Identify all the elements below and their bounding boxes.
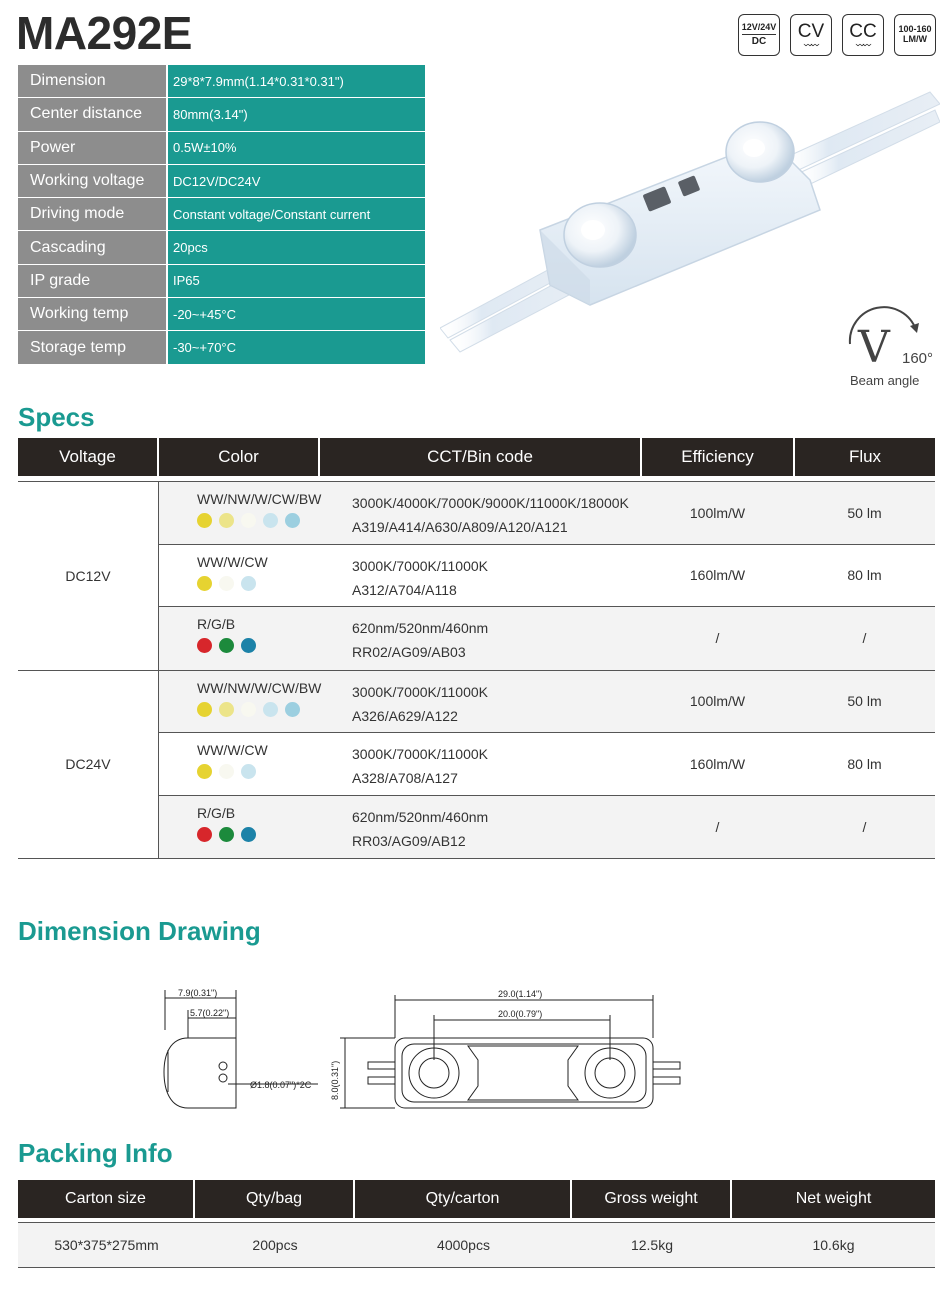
color-dots	[197, 702, 319, 717]
packing-header-qty-bag: Qty/bag	[195, 1180, 355, 1218]
specs-table	[18, 438, 935, 859]
specs-header-flux: Flux	[848, 447, 882, 466]
efficiency-value: /	[715, 818, 720, 835]
beam-angle-value: 160°	[902, 350, 934, 367]
carton-size-value: 530*375*275mm	[54, 1237, 159, 1253]
length-label: 29.0(1.14")	[498, 989, 543, 999]
specs-header-color: Color	[159, 438, 320, 476]
cct-value: 620nm/520nm/460nm	[352, 620, 489, 636]
property-value: 80mm(3.14")	[168, 98, 425, 130]
dimension-drawing-title: Dimension Drawing	[18, 916, 261, 946]
cv-badge-icon: CV 〰〰	[790, 14, 832, 56]
color-dots	[197, 576, 319, 591]
efficiency-value: 160lm/W	[689, 755, 746, 772]
table-row	[159, 733, 935, 796]
cv-badge-label: CV	[797, 20, 825, 42]
table-row	[159, 482, 935, 545]
hole-label: Ø1.8(0.07")*2C	[250, 1080, 312, 1090]
efficiency-value: /	[715, 630, 720, 647]
property-value: 29*8*7.9mm(1.14*0.31*0.31")	[168, 65, 425, 97]
cct-value: 3000K/4000K/7000K/9000K/11000K/18000K	[352, 495, 629, 511]
dimension-drawing	[150, 980, 710, 1120]
color-dot	[197, 764, 212, 779]
bin-code: RR03/AG09/AB12	[352, 832, 466, 849]
product-title: MA292E	[16, 7, 192, 59]
color-dots	[197, 638, 319, 653]
efficiency-badge-bottom: LM/W	[903, 34, 927, 44]
property-key: Driving mode	[18, 198, 168, 230]
property-value: Constant voltage/Constant current	[168, 198, 425, 230]
qty-bag-value: 200pcs	[252, 1237, 298, 1253]
color-label: WW/W/CW	[197, 742, 268, 758]
color-dot	[241, 827, 256, 842]
width-label: 8.0(0.31")	[330, 1060, 340, 1100]
color-dots	[197, 764, 319, 779]
property-value: DC12V/DC24V	[168, 165, 425, 197]
bin-code: A312/A704/A118	[352, 581, 457, 598]
specs-header	[18, 438, 935, 476]
color-dot	[241, 702, 256, 717]
voltage-group	[18, 481, 935, 671]
color-dot	[197, 576, 212, 591]
property-key: Power	[18, 132, 168, 164]
property-key: Cascading	[18, 231, 168, 263]
color-dot	[197, 513, 212, 528]
bin-code: RR02/AG09/AB03	[352, 644, 466, 660]
beam-angle	[840, 300, 940, 390]
color-dot	[219, 576, 234, 591]
property-value: -20~+45°C	[168, 298, 425, 330]
voltage-badge-top: 12V/24V	[742, 23, 777, 35]
qty-carton-value: 4000pcs	[437, 1237, 490, 1253]
property-row	[18, 165, 425, 198]
flux-value: 50 lm	[847, 504, 882, 521]
property-row	[18, 198, 425, 231]
packing-header-qty-carton: Qty/carton	[355, 1180, 572, 1218]
color-label: R/G/B	[197, 616, 236, 632]
bin-code: A328/A708/A127	[352, 770, 458, 786]
efficiency-value: 100lm/W	[689, 504, 746, 521]
property-key: Working temp	[18, 298, 168, 330]
color-dot	[197, 702, 212, 717]
specs-title: Specs	[18, 402, 95, 432]
flux-value: 80 lm	[847, 567, 882, 584]
lens-distance-label: 20.0(0.79")	[498, 1009, 543, 1019]
packing-row	[18, 1222, 935, 1268]
table-row	[159, 545, 935, 608]
color-dot	[263, 513, 278, 528]
side-view	[164, 990, 318, 1108]
cct-value: 620nm/520nm/460nm	[352, 808, 489, 825]
specs-header-efficiency: Efficiency	[642, 438, 795, 476]
efficiency-value: 100lm/W	[689, 693, 746, 710]
property-row	[18, 231, 425, 264]
side-height-inner-label: 5.7(0.22")	[190, 1008, 230, 1018]
property-row	[18, 298, 425, 331]
table-row	[159, 796, 935, 859]
color-dots	[197, 513, 319, 528]
voltage-badge-bottom: DC	[751, 35, 767, 47]
cct-value: 3000K/7000K/11000K	[352, 746, 488, 762]
color-dot	[197, 827, 212, 842]
packing-header	[18, 1180, 935, 1218]
specs-header-cct: CCT/Bin code	[320, 438, 642, 476]
flux-value: 50 lm	[847, 693, 882, 710]
property-row	[18, 65, 425, 98]
color-dot	[241, 638, 256, 653]
property-key: Dimension	[18, 65, 168, 97]
property-key: IP grade	[18, 265, 168, 297]
packing-table	[18, 1180, 935, 1268]
efficiency-badge-top: 100-160	[898, 24, 932, 35]
property-value: IP65	[168, 265, 425, 297]
property-value: -30~+70°C	[168, 331, 425, 363]
color-dot	[219, 764, 234, 779]
flux-value: /	[862, 630, 867, 647]
property-value: 0.5W±10%	[168, 132, 425, 164]
color-dot	[219, 513, 234, 528]
color-label: R/G/B	[197, 804, 236, 821]
property-key: Center distance	[18, 98, 168, 130]
efficiency-badge-icon	[894, 14, 936, 56]
color-dot	[263, 702, 278, 717]
packing-header-net-weight: Net weight	[795, 1190, 872, 1207]
efficiency-value: 160lm/W	[689, 567, 746, 584]
color-label: WW/W/CW	[197, 553, 268, 570]
net-weight-value: 10.6kg	[812, 1237, 855, 1253]
color-dot	[241, 764, 256, 779]
bin-code: A326/A629/A122	[352, 707, 458, 724]
color-dot	[285, 702, 300, 717]
property-table	[18, 65, 425, 365]
property-row	[18, 98, 425, 131]
voltage-cell: DC24V	[18, 671, 159, 859]
table-row	[159, 607, 935, 670]
packing-header-carton-size: Carton size	[18, 1180, 195, 1218]
property-row	[18, 331, 425, 364]
voltage-cell: DC12V	[18, 482, 159, 670]
beam-angle-label: Beam angle	[850, 373, 920, 388]
packing-header-gross-weight: Gross weight	[572, 1180, 732, 1218]
color-dots	[197, 827, 319, 842]
voltage-badge-icon	[738, 14, 780, 56]
color-dot	[197, 638, 212, 653]
property-value: 20pcs	[168, 231, 425, 263]
side-height-total-label: 7.9(0.31")	[178, 988, 218, 998]
cc-badge-label: CC	[849, 20, 877, 42]
color-dot	[219, 702, 234, 717]
color-dot	[285, 513, 300, 528]
color-label: WW/NW/W/CW/BW	[197, 491, 322, 507]
cc-badge-icon: CC 〰〰	[842, 14, 884, 56]
bin-code: A319/A414/A630/A809/A120/A121	[352, 519, 568, 535]
table-row	[159, 671, 935, 734]
cct-value: 3000K/7000K/11000K	[352, 557, 488, 574]
color-dot	[241, 513, 256, 528]
property-key: Working voltage	[18, 165, 168, 197]
property-row	[18, 265, 425, 298]
color-dot	[219, 827, 234, 842]
property-row	[18, 132, 425, 165]
flux-value: /	[862, 818, 867, 835]
spec-badges	[738, 14, 936, 56]
packing-title: Packing Info	[18, 1138, 173, 1168]
voltage-group	[18, 671, 935, 860]
color-dot	[219, 638, 234, 653]
gross-weight-value: 12.5kg	[630, 1237, 674, 1253]
specs-header-voltage: Voltage	[18, 438, 159, 476]
flux-value: 80 lm	[847, 755, 882, 772]
property-key: Storage temp	[18, 331, 168, 363]
color-dot	[241, 576, 256, 591]
cct-value: 3000K/7000K/11000K	[352, 683, 488, 700]
beam-letter: V	[858, 322, 890, 373]
color-label: WW/NW/W/CW/BW	[197, 679, 322, 696]
